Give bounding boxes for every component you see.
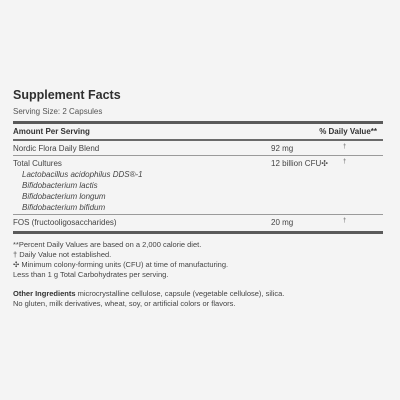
strain-name: Bifidobacterium longum [22, 192, 106, 201]
footnote: **Percent Daily Values are based on a 2,000 calorie diet. [13, 240, 202, 249]
divider-thick [13, 231, 383, 234]
ingredient-amount: 12 billion CFU✣ [271, 159, 328, 168]
panel-title: Supplement Facts [13, 88, 121, 102]
other-ingredients-text: microcrystalline cellulose, capsule (vegetable cellulose), silica. [75, 289, 285, 298]
footnote: ✣ Minimum colony-forming units (CFU) at time of manufacturing. [13, 260, 229, 269]
footnote: † Daily Value not established. [13, 250, 112, 259]
amount-per-serving-header: Amount Per Serving [13, 127, 90, 136]
table-row [13, 217, 383, 228]
ingredient-name: Total Cultures [13, 159, 62, 168]
strain-name: Bifidobacterium bifidum [22, 203, 106, 212]
strain-name: Lactobacillus acidophilus DDS®-1 [22, 170, 143, 179]
divider-header [13, 139, 383, 141]
strain-name: Bifidobacterium lactis [22, 181, 98, 190]
table-row [13, 180, 383, 191]
footnotes [13, 240, 383, 280]
ingredient-dv: † [343, 144, 347, 150]
ingredient-name: FOS (fructooligosaccharides) [13, 218, 117, 227]
table-row [13, 158, 383, 169]
supplement-facts-panel [13, 88, 383, 309]
serving-size: Serving Size: 2 Capsules [13, 107, 103, 116]
ingredient-amount: 20 mg [271, 218, 294, 227]
daily-value-header: % Daily Value** [319, 127, 377, 136]
ingredient-amount: 92 mg [271, 144, 294, 153]
ingredient-dv: † [343, 159, 347, 165]
other-ingredients [13, 289, 383, 309]
ingredient-dv: † [343, 218, 347, 224]
row-divider [13, 155, 383, 156]
table-row [13, 191, 383, 202]
other-ingredients-label: Other Ingredients [13, 289, 76, 298]
table-row [13, 169, 383, 180]
allergen-statement: No gluten, milk derivatives, wheat, soy, or artificial colors or flavors. [13, 299, 236, 308]
ingredient-name: Nordic Flora Daily Blend [13, 144, 100, 153]
row-divider [13, 214, 383, 215]
table-row [13, 143, 383, 154]
table-row [13, 202, 383, 213]
table-header [13, 124, 383, 139]
footnote: Less than 1 g Total Carbohydrates per serving. [13, 270, 169, 279]
